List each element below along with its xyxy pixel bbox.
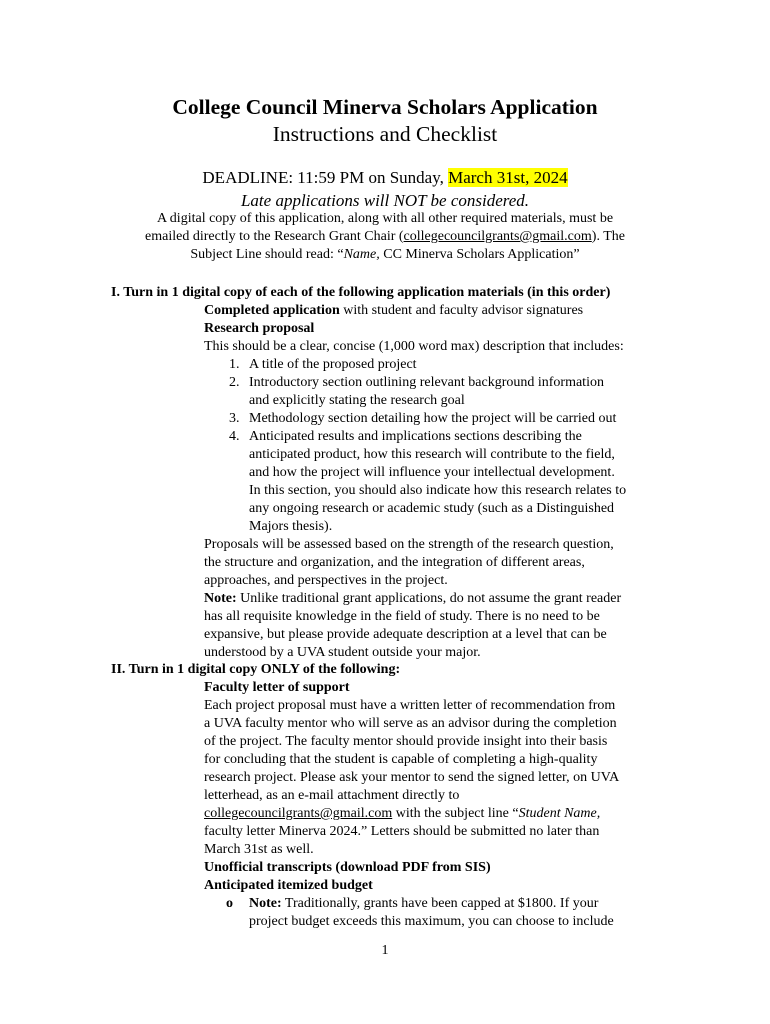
late-notice: Late applications will NOT be considered.	[240, 191, 530, 210]
list-item-text: Introductory section outlining relevant background information	[249, 375, 604, 390]
completed-application-text: with student and faculty advisor signatures	[339, 303, 584, 318]
page-number: 1	[381, 943, 389, 958]
note-text: understood by a UVA student outside your major.	[204, 645, 481, 660]
transcripts-heading: Unofficial transcripts (download PDF from SIS)	[204, 860, 491, 875]
list-item-text: Methodology section detailing how the project will be carried out	[249, 411, 617, 426]
note-label: Note:	[204, 591, 237, 606]
faculty-letter-heading: Faculty letter of support	[204, 680, 350, 695]
section-1-heading: I. Turn in 1 digital copy of each of the following application materials (in this order)	[111, 285, 611, 300]
intro-line-3	[0, 246, 770, 264]
budget-note-text: project budget exceeds this maximum, you can choose to include	[249, 914, 614, 929]
budget-note-text: Traditionally, grants have been capped at $1800. If your	[281, 896, 599, 911]
note-text: Unlike traditional grant applications, do not assume the grant reader	[236, 591, 622, 606]
bullet-icon: o	[226, 896, 233, 911]
faculty-subject-prefix: with the subject line “	[392, 806, 519, 821]
assessment-text: the structure and organization, and the integration of different areas,	[204, 555, 585, 570]
list-item-text: anticipated product, how this research will contribute to the field,	[249, 447, 615, 462]
intro-line-2	[0, 228, 770, 246]
faculty-letter-text: a UVA faculty mentor who will serve as an advisor during the completion	[204, 716, 617, 731]
budget-note	[249, 895, 598, 913]
list-item-number: 3.	[229, 411, 240, 426]
list-item-number: 1.	[229, 357, 240, 372]
faculty-letter-text: research project. Please ask your mentor to send the signed letter, on UVA	[204, 770, 620, 785]
faculty-letter-text: faculty letter Minerva 2024.” Letters should be submitted no later than	[204, 824, 600, 839]
deadline-line	[0, 167, 770, 189]
faculty-email-line	[204, 805, 600, 823]
research-proposal-heading: Research proposal	[204, 321, 315, 336]
budget-heading: Anticipated itemized budget	[204, 878, 373, 893]
note-text: has all requisite knowledge in the field of study. There is no need to be	[204, 609, 600, 624]
faculty-letter-text: for concluding that the student is capable of completing a high-quality	[204, 752, 598, 767]
faculty-letter-text: of the project. The faculty mentor should provide insight into their basis	[204, 734, 608, 749]
faculty-letter-text: Each project proposal must have a written letter of recommendation from	[204, 698, 616, 713]
intro-line-3-end: CC Minerva Scholars Application”	[379, 247, 580, 262]
list-item-text: and explicitly stating the research goal	[249, 393, 465, 408]
intro-line-1: A digital copy of this application, along with all other required materials, must be	[156, 211, 614, 226]
faculty-letter-text: March 31st as well.	[204, 842, 314, 857]
page-subtitle: Instructions and Checklist	[272, 122, 498, 146]
completed-application-item	[204, 302, 583, 320]
section-2-heading: II. Turn in 1 digital copy ONLY of the following:	[111, 662, 401, 677]
page-title: College Council Minerva Scholars Application	[172, 95, 598, 119]
list-item-text: In this section, you should also indicate how this research relates to	[249, 483, 627, 498]
list-item-text: A title of the proposed project	[249, 357, 417, 372]
intro-line-3-start: Subject Line should read: “	[190, 247, 344, 262]
list-item-text: and how the project will influence your intellectual development.	[249, 465, 615, 480]
list-item-number: 2.	[229, 375, 240, 390]
intro-email-link[interactable]: collegecouncilgrants@gmail.com	[403, 229, 592, 244]
faculty-email-link[interactable]: collegecouncilgrants@gmail.com	[204, 806, 393, 821]
budget-note-label: Note:	[249, 896, 282, 911]
list-item-text: Majors thesis).	[249, 519, 333, 534]
assessment-text: Proposals will be assessed based on the strength of the research question,	[204, 537, 614, 552]
list-item-text: any ongoing research or academic study (such as a Distinguished	[249, 501, 615, 516]
proposal-intro: This should be a clear, concise (1,000 word max) description that includes:	[204, 339, 624, 354]
deadline-date-highlight: March 31st, 2024	[448, 168, 568, 187]
faculty-letter-text: letterhead, as an e-mail attachment directly to	[204, 788, 460, 803]
list-item-text: Anticipated results and implications sections describing the	[249, 429, 582, 444]
intro-line-3-name: Name,	[343, 247, 380, 262]
completed-application-label: Completed application	[204, 303, 340, 318]
deadline-prefix: DEADLINE: 11:59 PM on Sunday,	[202, 168, 449, 187]
intro-line-2-start: emailed directly to the Research Grant Chair (	[145, 229, 404, 244]
intro-line-2-end: ). The	[591, 229, 625, 244]
assessment-text: approaches, and perspectives in the project.	[204, 573, 448, 588]
note-text: expansive, but please provide adequate description at a level that can be	[204, 627, 607, 642]
list-item-number: 4.	[229, 429, 240, 444]
faculty-subject-italic: Student Name,	[518, 806, 601, 821]
proposal-note	[204, 590, 621, 608]
